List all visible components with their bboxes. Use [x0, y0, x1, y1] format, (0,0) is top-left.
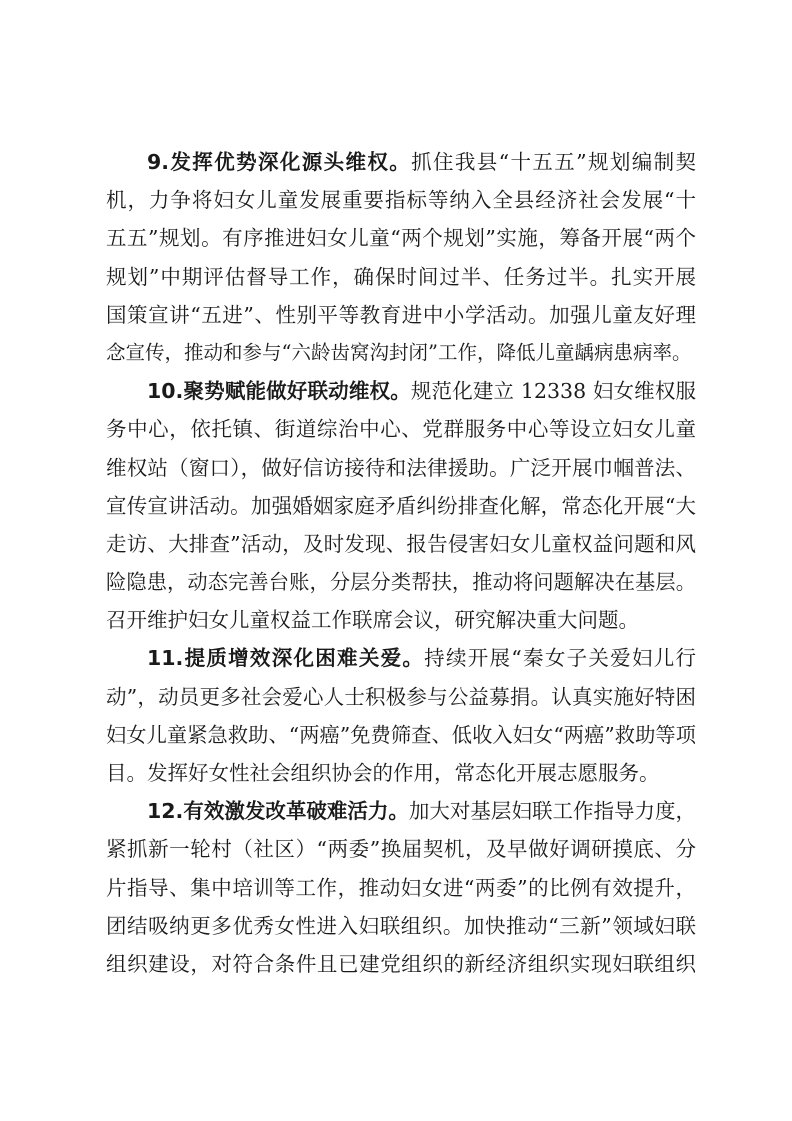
paragraph-line: 险隐患，动态完善台账，分层分类帮扶，推动将问题解决在基层。 — [106, 570, 696, 595]
paragraph-line: 团结吸纳更多优秀女性进入妇联组织。加快推动“三新”领域妇联 — [106, 913, 696, 938]
paragraph-line: 10.聚势赋能做好联动维权。规范化建立 12338 妇女维权服 — [147, 379, 696, 404]
paragraph-line: 紧抓新一轮村（社区）“两委”换届契机，及早做好调研摸底、分 — [106, 837, 696, 862]
paragraph-line: 片指导、集中培训等工作，推动妇女进“两委”的比例有效提升， — [106, 875, 696, 900]
paragraph-line: 召开维护妇女儿童权益工作联席会议，研究解决重大问题。 — [106, 608, 639, 633]
paragraph-line: 机，力争将妇女儿童发展重要指标等纳入全县经济社会发展“十 — [106, 188, 696, 213]
paragraph-10 — [106, 372, 696, 639]
paragraph-line: 念宣传，推动和参与“六龄齿窝沟封闭”工作，降低儿童龋病患病率。 — [106, 340, 692, 364]
paragraph-line: 五五”规划。有序推进妇女儿童“两个规划”实施，筹备开展“两个 — [106, 226, 696, 251]
paragraph-line: 组织建设，对符合条件且已建党组织的新经济组织实现妇联组织 — [106, 951, 696, 976]
paragraph-11 — [106, 639, 696, 792]
paragraph-12 — [106, 792, 696, 983]
paragraph-heading: 9.发挥优势深化源头维权。 — [147, 150, 412, 174]
paragraph-line: 规划”中期评估督导工作，确保时间过半、任务过半。扎实开展 — [106, 264, 696, 289]
paragraph-heading: 11.提质增效深化困难关爱。 — [147, 646, 425, 671]
paragraph-line: 走访、大排查”活动，及时发现、报告侵害妇女儿童权益问题和风 — [106, 531, 696, 556]
paragraph-heading: 12.有效激发改革破难活力。 — [147, 799, 409, 824]
paragraph-line: 目。发挥好女性社会组织协会的作用，常态化开展志愿服务。 — [106, 761, 660, 785]
paragraph-line: 9.发挥优势深化源头维权。抓住我县“十五五”规划编制契 — [147, 150, 696, 174]
paragraph-line: 12.有效激发改革破难活力。加大对基层妇联工作指导力度， — [147, 799, 696, 824]
paragraph-line: 务中心，依托镇、街道综治中心、党群服务中心等设立妇女儿童 — [106, 417, 696, 442]
paragraph-line: 宣传宣讲活动。加强婚姻家庭矛盾纠纷排查化解，常态化开展“大 — [106, 493, 696, 518]
paragraph-9 — [106, 143, 696, 372]
document-body — [106, 143, 696, 983]
paragraph-line: 维权站（窗口），做好信访接待和法律援助。广泛开展巾帼普法、 — [106, 455, 696, 480]
paragraph-line: 11.提质增效深化困难关爱。持续开展“秦女子关爱妇儿行 — [147, 646, 696, 671]
paragraph-line: 动”，动员更多社会爱心人士积极参与公益募捐。认真实施好特困 — [106, 684, 696, 709]
paragraph-line: 妇女儿童紧急救助、“两癌”免费筛查、低收入妇女“两癌”救助等项 — [106, 722, 696, 747]
paragraph-line: 国策宣讲“五进”、性别平等教育进中小学活动。加强儿童友好理 — [106, 302, 696, 327]
paragraph-heading: 10.聚势赋能做好联动维权。 — [147, 379, 411, 404]
